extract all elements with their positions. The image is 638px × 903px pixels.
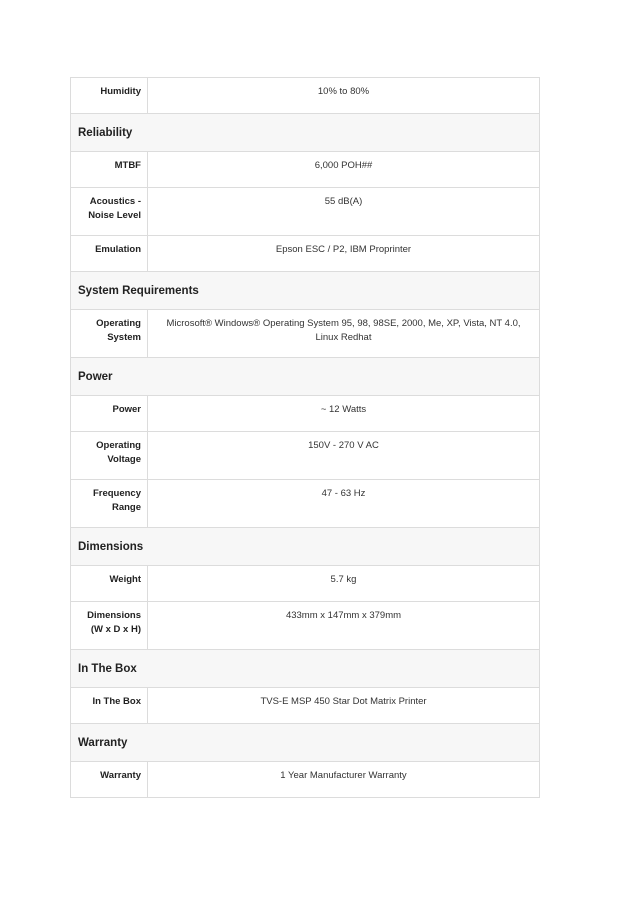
section-title: Reliability: [71, 114, 540, 152]
section-header-row: [71, 358, 540, 396]
spec-label-line: Dimensions: [87, 610, 141, 621]
spec-label-line: Power: [112, 404, 141, 415]
spec-label-line: Frequency: [92, 488, 141, 499]
spec-value: [148, 762, 540, 798]
spec-label-line: MTBF: [114, 160, 141, 171]
spec-value: [148, 78, 540, 114]
spec-value-line: ~ 12 Watts: [320, 404, 367, 415]
specifications-table-body: [71, 78, 540, 798]
spec-row: [71, 432, 540, 480]
section-header-row: [71, 114, 540, 152]
spec-value-line: Microsoft® Windows® Operating System 95, 98, 98SE, 2000, Me, XP, Vista, NT 4.0,: [166, 318, 521, 329]
spec-label-line: System: [107, 332, 141, 343]
section-title: Power: [71, 358, 540, 396]
spec-value: [148, 396, 540, 432]
spec-label-line: Operating: [96, 318, 141, 329]
spec-value-line: 5.7 kg: [330, 574, 357, 585]
spec-label: [71, 236, 148, 272]
spec-value-line: Epson ESC / P2, IBM Proprinter: [275, 244, 412, 255]
spec-value: [148, 310, 540, 358]
section-title: System Requirements: [71, 272, 540, 310]
spec-label: [71, 480, 148, 528]
spec-row: [71, 236, 540, 272]
spec-label-line: Noise Level: [88, 210, 141, 221]
spec-row: [71, 688, 540, 724]
spec-value-line: 55 dB(A): [324, 196, 363, 207]
spec-label: [71, 188, 148, 236]
spec-value-line: 6,000 POH##: [314, 160, 373, 171]
spec-row: [71, 188, 540, 236]
spec-label-line: Range: [111, 502, 141, 513]
spec-value: [148, 236, 540, 272]
section-header-row: [71, 272, 540, 310]
spec-label: [71, 688, 148, 724]
specifications-table: [70, 77, 540, 798]
spec-value: [148, 152, 540, 188]
section-title: Dimensions: [71, 528, 540, 566]
spec-row: [71, 762, 540, 798]
spec-value: [148, 566, 540, 602]
spec-value: [148, 432, 540, 480]
spec-row: [71, 566, 540, 602]
section-title: In The Box: [71, 650, 540, 688]
spec-value-line: Linux Redhat: [315, 332, 372, 343]
spec-value: [148, 688, 540, 724]
spec-value-line: 1 Year Manufacturer Warranty: [280, 770, 407, 781]
spec-label: [71, 396, 148, 432]
spec-label-line: Voltage: [107, 454, 141, 465]
spec-label-line: Operating: [96, 440, 141, 451]
spec-row: [71, 78, 540, 114]
spec-label-line: Humidity: [100, 86, 141, 97]
spec-label: [71, 310, 148, 358]
spec-row: [71, 396, 540, 432]
spec-label-line: Weight: [109, 574, 141, 585]
spec-value: [148, 188, 540, 236]
spec-label-line: Emulation: [95, 244, 141, 255]
spec-label: [71, 432, 148, 480]
spec-label-line: Warranty: [100, 770, 141, 781]
spec-label-line: In The Box: [92, 696, 141, 707]
spec-value: [148, 480, 540, 528]
section-header-row: [71, 724, 540, 762]
spec-label: [71, 152, 148, 188]
section-header-row: [71, 528, 540, 566]
spec-value-line: 10% to 80%: [317, 86, 370, 97]
spec-label-line: (W x D x H): [90, 624, 141, 635]
spec-row: [71, 602, 540, 650]
spec-value: [148, 602, 540, 650]
spec-row: [71, 480, 540, 528]
spec-label: [71, 78, 148, 114]
spec-value-line: TVS-E MSP 450 Star Dot Matrix Printer: [260, 696, 427, 707]
section-header-row: [71, 650, 540, 688]
section-title: Warranty: [71, 724, 540, 762]
spec-label: [71, 762, 148, 798]
spec-label: [71, 602, 148, 650]
spec-value-line: 47 - 63 Hz: [321, 488, 366, 499]
spec-row: [71, 310, 540, 358]
spec-label: [71, 566, 148, 602]
spec-value-line: 433mm x 147mm x 379mm: [285, 610, 402, 621]
spec-row: [71, 152, 540, 188]
spec-value-line: 150V - 270 V AC: [308, 440, 379, 451]
spec-label-line: Acoustics -: [89, 196, 141, 207]
